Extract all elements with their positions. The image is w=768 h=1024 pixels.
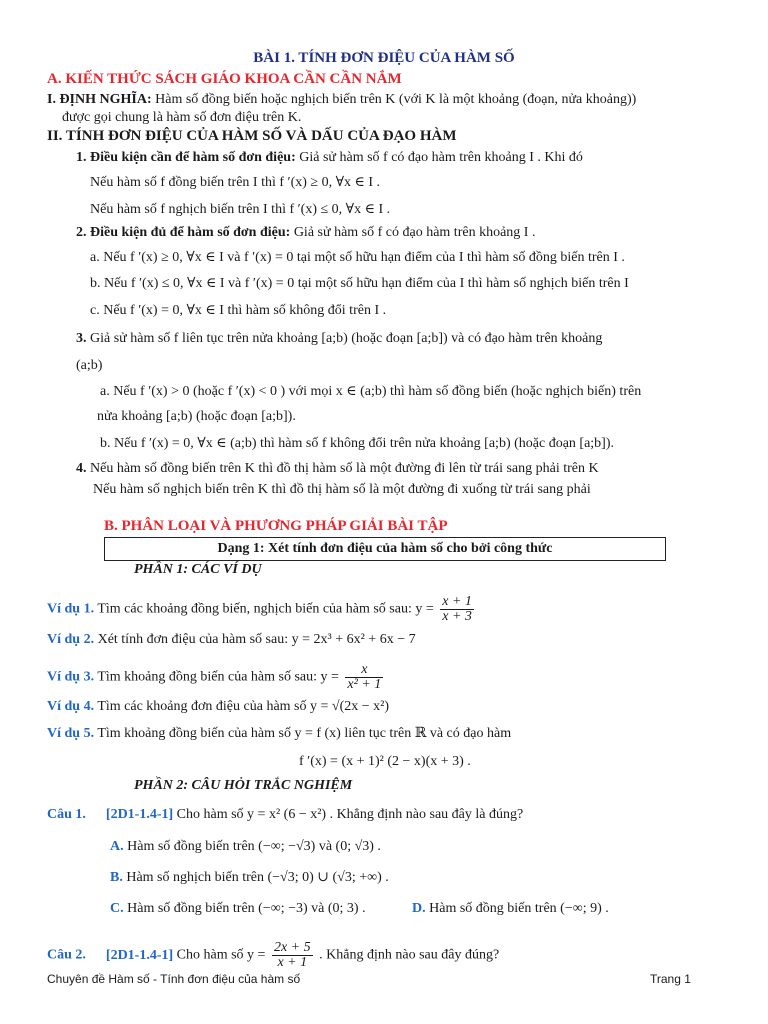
example-4 <box>47 698 389 716</box>
option-d-text: Hàm số đồng biến trên (−∞; 9) . <box>425 901 609 916</box>
example-1-denominator: x + 3 <box>442 609 472 624</box>
example-2 <box>47 631 416 649</box>
point-1-heading: 1. Điều kiện cần để hàm số đơn điệu: <box>76 150 296 165</box>
footer-title: Chuyên đề Hàm số - Tính đơn điệu của hàm số <box>47 972 301 986</box>
option-c-text: Hàm số đồng biến trên (−∞; −3) và (0; 3) . <box>123 901 366 916</box>
point-4-number: 4. <box>76 461 87 476</box>
point-2-heading: 2. Điều kiện đủ để hàm số đơn điệu: <box>76 225 291 240</box>
point-2-b: b. Nếu f ′(x) ≤ 0, ∀x ∈ I và f ′(x) = 0 tại một số hữu hạn điểm của I thì hàm số nghịch biến trên I <box>90 276 629 291</box>
lesson-title: BÀI 1. TÍNH ĐƠN ĐIỆU CỦA HÀM SỐ <box>253 50 515 66</box>
question-1-option-d <box>412 900 609 918</box>
definition-heading: I. ĐỊNH NGHĨA: <box>47 92 152 107</box>
point-1-b: Nếu hàm số f nghịch biến trên I thì f ′(x) ≤ 0, ∀x ∈ I . <box>90 202 391 217</box>
point-2-c: c. Nếu f ′(x) = 0, ∀x ∈ I thì hàm số không đổi trên I . <box>90 303 387 318</box>
question-2-denominator: x + 1 <box>277 955 308 970</box>
example-5-text: Tìm khoảng đồng biến của hàm số y = f (x) liên tục trên ℝ và có đạo hàm <box>94 726 512 741</box>
option-a-text: Hàm số đồng biến trên (−∞; −√3) và (0; √3) . <box>123 839 381 854</box>
example-1 <box>47 595 477 624</box>
question-2-fraction <box>272 941 313 970</box>
example-3-fraction <box>345 663 383 692</box>
point-1-line <box>76 149 583 167</box>
example-5-formula: f ′(x) = (x + 1)² (2 − x)(x + 3) . <box>299 754 471 769</box>
question-2-numerator: 2x + 5 <box>273 940 311 955</box>
point-2-a: a. Nếu f ′(x) ≥ 0, ∀x ∈ I và f ′(x) = 0 tại một số hữu hạn điểm của I thì hàm số đồng biến trên I . <box>90 250 625 265</box>
example-3 <box>47 663 386 692</box>
definition-line-1 <box>47 91 636 109</box>
example-4-text: Tìm các khoảng đơn điệu của hàm số y = √(2x − x²) <box>94 699 389 714</box>
option-a-label: A. <box>110 839 124 854</box>
point-4-text-1: Nếu hàm số đồng biến trên K thì đồ thị hàm số là một đường đi lên từ trái sang phải trên K <box>86 461 599 476</box>
example-4-label: Ví dụ 4. <box>47 699 95 714</box>
question-1-text: Cho hàm số y = x² (6 − x²) . Khẳng định nào sau đây là đúng? <box>173 807 524 822</box>
example-1-fraction <box>440 595 474 624</box>
example-1-label: Ví dụ 1. <box>47 601 95 617</box>
question-1 <box>47 806 523 824</box>
section-a-heading: A. KIẾN THỨC SÁCH GIÁO KHOA CẦN CẦN NẮM <box>47 71 402 87</box>
question-1-option-a <box>110 838 381 856</box>
point-3-number: 3. <box>76 331 87 346</box>
point-3-a-line-1: a. Nếu f ′(x) > 0 (hoặc f ′(x) < 0 ) với mọi x ∈ (a;b) thì hàm số đồng biến (hoặc nghịch biến) trên <box>100 384 642 399</box>
point-3-text: Giả sử hàm số f liên tục trên nửa khoảng [a;b) (hoặc đoạn [a;b]) và có đạo hàm trên khoảng <box>86 331 603 346</box>
question-2-text-2: . Khẳng định nào sau đây đúng? <box>315 947 500 963</box>
example-2-label: Ví dụ 2. <box>47 632 95 647</box>
part-1-heading: PHẦN 1: CÁC VÍ DỤ <box>134 562 262 577</box>
question-1-code: [2D1-1.4-1] <box>105 807 174 822</box>
point-3-line <box>76 330 602 348</box>
question-1-option-c <box>110 900 366 918</box>
form-1-title: Dạng 1: Xét tính đơn điệu của hàm số cho bởi công thức <box>217 541 553 556</box>
point-4-text-2: Nếu hàm số nghịch biến trên K thì đồ thị hàm số là một đường đi xuống từ trái sang phải <box>93 482 591 497</box>
page-number: Trang 1 <box>650 972 691 986</box>
example-2-text: Xét tính đơn điệu của hàm số sau: y = 2x³ + 6x² + 6x − 7 <box>94 632 416 647</box>
point-2-line <box>76 224 535 242</box>
example-3-numerator: x <box>345 663 383 678</box>
question-2 <box>47 941 499 970</box>
question-2-label: Câu 2. <box>47 947 86 963</box>
example-3-text: Tìm khoảng đồng biến của hàm số sau: y = <box>94 669 343 685</box>
example-3-denominator: x² + 1 <box>347 677 382 692</box>
definition-text-2: được gọi chung là hàm số đơn điệu trên K. <box>62 110 302 125</box>
example-5 <box>47 725 511 743</box>
option-b-text: Hàm số nghịch biến trên (−√3; 0) ∪ (√3; +∞) . <box>122 870 389 885</box>
point-2-text: Giả sử hàm số f có đạo hàm trên khoảng I . <box>290 225 536 240</box>
example-3-label: Ví dụ 3. <box>47 669 95 685</box>
point-4-line-1 <box>76 460 599 478</box>
question-2-text-1: Cho hàm số y = <box>173 947 269 963</box>
section-b-heading: B. PHÂN LOẠI VÀ PHƯƠNG PHÁP GIẢI BÀI TẬP <box>104 518 448 534</box>
point-3-a-line-2: nửa khoảng [a;b) (hoặc đoạn [a;b]). <box>97 409 296 424</box>
example-5-label: Ví dụ 5. <box>47 726 95 741</box>
definition-text-1: Hàm số đồng biến hoặc nghịch biến trên K (với K là một khoảng (đoạn, nửa khoảng)) <box>151 92 637 107</box>
question-2-code: [2D1-1.4-1] <box>105 947 174 963</box>
option-d-label: D. <box>412 901 426 916</box>
option-b-label: B. <box>110 870 123 885</box>
point-1-text: Giả sử hàm số f có đạo hàm trên khoảng I . Khi đó <box>295 150 583 165</box>
point-1-a: Nếu hàm số f đồng biến trên I thì f ′(x) ≥ 0, ∀x ∈ I . <box>90 175 381 190</box>
question-1-label: Câu 1. <box>47 807 86 822</box>
example-1-text: Tìm các khoảng đồng biến, nghịch biến của hàm số sau: y = <box>94 601 438 617</box>
section-2-heading: II. TÍNH ĐƠN ĐIỆU CỦA HÀM SỐ VÀ DẤU CỦA ĐẠO HÀM <box>47 128 457 144</box>
question-1-option-b <box>110 869 389 887</box>
part-2-heading: PHẦN 2: CÂU HỎI TRẮC NGHIỆM <box>134 778 353 793</box>
example-1-numerator: x + 1 <box>442 594 472 609</box>
point-3-text-2: (a;b) <box>76 358 103 373</box>
point-3-b: b. Nếu f ′(x) = 0, ∀x ∈ (a;b) thì hàm số f không đổi trên nửa khoảng [a;b) (hoặc đoạn [a;b]). <box>100 436 614 451</box>
option-c-label: C. <box>110 901 124 916</box>
